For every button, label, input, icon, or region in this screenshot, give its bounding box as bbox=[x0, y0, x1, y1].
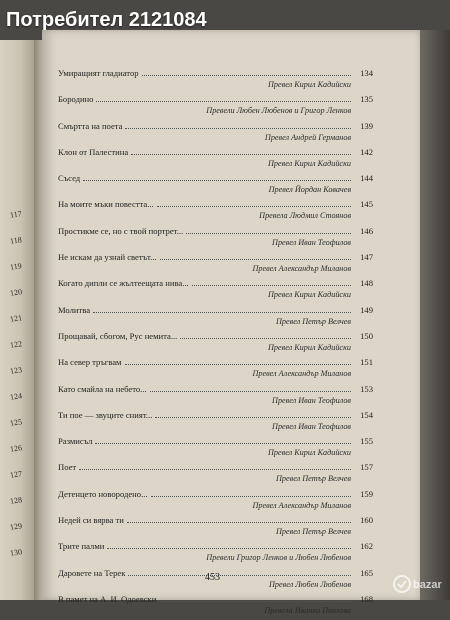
left-page-number: 122 bbox=[9, 339, 23, 350]
left-page-number: 127 bbox=[9, 469, 23, 480]
toc-entry-title: В памет на А. И. Одоевски bbox=[58, 593, 157, 604]
left-page-number: 130 bbox=[9, 547, 23, 558]
toc-entry-row bbox=[58, 331, 373, 342]
toc-entry-row bbox=[58, 121, 373, 132]
toc-leader-dots bbox=[131, 154, 351, 155]
toc-entry-page: 168 bbox=[360, 593, 373, 604]
toc-entry-title: Молитва bbox=[58, 304, 91, 315]
toc-entry bbox=[58, 121, 373, 147]
toc-leader-dots bbox=[93, 312, 351, 313]
toc-entry-row bbox=[58, 94, 373, 105]
toc-entry-title: На север тръгвам bbox=[58, 357, 122, 368]
toc-entry-translator: Превел Иван Теофилов bbox=[272, 395, 351, 405]
toc-entry bbox=[58, 357, 373, 383]
toc-entry-page: 144 bbox=[360, 173, 373, 184]
toc-entry-row bbox=[58, 594, 373, 605]
toc-entry-title: Поет bbox=[58, 462, 77, 473]
toc-entry-translator: Превел Любен Любенов bbox=[269, 579, 351, 589]
left-page-number: 121 bbox=[9, 313, 23, 324]
toc-entry-page: 160 bbox=[360, 515, 373, 526]
toc-entry-page: 134 bbox=[360, 68, 373, 78]
toc-entry-row bbox=[58, 462, 373, 473]
toc-entry-page: 151 bbox=[360, 357, 373, 368]
toc-entry bbox=[58, 94, 373, 120]
left-page-number: 126 bbox=[9, 443, 23, 454]
toc-leader-dots bbox=[95, 443, 351, 444]
left-page-number: 119 bbox=[9, 261, 23, 272]
toc-entry-title: Ти пое — звуците сният... bbox=[58, 409, 153, 420]
toc-leader-dots bbox=[125, 364, 352, 365]
table-of-contents bbox=[58, 68, 373, 620]
watermark-logo bbox=[392, 568, 450, 600]
toc-entry bbox=[58, 541, 373, 567]
toc-entry bbox=[58, 384, 373, 410]
toc-entry-translator: Превел Андрей Германов bbox=[264, 132, 351, 142]
left-page-number: 128 bbox=[9, 495, 23, 506]
toc-entry bbox=[58, 173, 373, 199]
toc-entry-title: Даровете на Терек bbox=[58, 567, 126, 578]
toc-entry-page: 147 bbox=[360, 252, 373, 263]
toc-entry bbox=[58, 252, 373, 278]
toc-leader-dots bbox=[79, 469, 351, 470]
toc-leader-dots bbox=[125, 128, 351, 129]
toc-entry-translator: Превел Кирил Кадийски bbox=[268, 342, 351, 352]
toc-entry bbox=[58, 515, 373, 541]
toc-leader-dots bbox=[107, 548, 351, 549]
left-page-number: 120 bbox=[9, 287, 23, 298]
toc-entry-row bbox=[58, 489, 373, 500]
toc-entry-translator: Превели Любен Любенов и Григор Ленков bbox=[206, 106, 351, 116]
toc-leader-dots bbox=[160, 259, 351, 260]
toc-entry-row bbox=[58, 357, 373, 368]
toc-entry bbox=[58, 489, 373, 515]
user-banner-text: Потребител 2121084 bbox=[6, 8, 207, 31]
toc-entry bbox=[58, 305, 373, 331]
toc-entry bbox=[58, 594, 373, 620]
toc-entry-page: 159 bbox=[360, 488, 373, 499]
toc-leader-dots bbox=[157, 206, 351, 207]
toc-entry-title: Съсед bbox=[58, 173, 81, 184]
toc-leader-dots bbox=[192, 285, 351, 286]
toc-entry-row bbox=[58, 384, 373, 395]
toc-entry-row bbox=[58, 305, 373, 316]
toc-entry-row bbox=[58, 173, 373, 184]
toc-entry-title: Размисъл bbox=[58, 436, 93, 447]
toc-leader-dots bbox=[127, 522, 351, 523]
page-number: 453 bbox=[205, 572, 220, 583]
toc-entry-title: Прощавай, сбогом, Рус немита... bbox=[58, 330, 178, 341]
left-page-number: 129 bbox=[9, 521, 23, 532]
toc-leader-dots bbox=[150, 391, 351, 392]
toc-entry bbox=[58, 147, 373, 173]
toc-leader-dots bbox=[142, 75, 351, 76]
toc-entry-row bbox=[58, 515, 373, 526]
toc-entry bbox=[58, 278, 373, 304]
toc-entry-translator: Превел Кирил Кадийски bbox=[268, 448, 351, 458]
toc-entry-row bbox=[58, 410, 373, 421]
toc-entry-row bbox=[58, 226, 373, 237]
toc-entry-title: Трите палми bbox=[58, 541, 105, 552]
toc-entry-translator: Превел Александър Миланов bbox=[252, 264, 351, 274]
toc-entry-translator: Превел Петър Велчев bbox=[276, 474, 351, 484]
toc-entry-title: Бородино bbox=[58, 94, 94, 105]
toc-entry-page: 157 bbox=[360, 462, 373, 473]
toc-entry-page: 145 bbox=[360, 199, 373, 210]
toc-entry-page: 154 bbox=[360, 409, 373, 420]
toc-leader-dots bbox=[186, 233, 351, 234]
watermark-text: bazar bbox=[413, 579, 442, 591]
toc-entry bbox=[58, 331, 373, 357]
toc-entry-title: Не искам да узнай светът... bbox=[58, 252, 157, 263]
toc-entry-page: 155 bbox=[360, 436, 373, 447]
toc-leader-dots bbox=[83, 180, 351, 181]
left-page-number: 118 bbox=[9, 235, 23, 246]
toc-entry-title: Като смайла на небето... bbox=[58, 383, 147, 394]
toc-leader-dots bbox=[96, 101, 351, 102]
toc-leader-dots bbox=[159, 601, 351, 602]
toc-entry bbox=[58, 462, 373, 488]
book-spine bbox=[34, 40, 42, 600]
toc-leader-dots bbox=[128, 575, 351, 576]
toc-leader-dots bbox=[180, 338, 351, 339]
toc-entry-page: 148 bbox=[360, 278, 373, 289]
toc-entry-row bbox=[58, 252, 373, 263]
toc-entry-translator: Превела Иванка Павлова bbox=[264, 605, 351, 615]
toc-entry-title: На моите мъки повестта... bbox=[58, 199, 154, 210]
toc-entry-page: 149 bbox=[360, 304, 373, 315]
toc-entry-translator: Превел Йордан Ковачев bbox=[268, 185, 351, 195]
toc-entry-page: 139 bbox=[360, 120, 373, 131]
toc-entry-page: 142 bbox=[360, 146, 373, 157]
toc-entry-row bbox=[58, 278, 373, 289]
toc-entry bbox=[58, 410, 373, 436]
left-page-number: 123 bbox=[9, 365, 23, 376]
toc-entry-page: 162 bbox=[360, 541, 373, 552]
toc-entry-translator: Превел Кирил Кадийски bbox=[268, 80, 351, 89]
left-page-number: 117 bbox=[9, 209, 23, 220]
toc-entry-translator: Превел Кирил Кадийски bbox=[268, 290, 351, 300]
toc-entry-title: Когато дипли се жълтеещата нива... bbox=[58, 278, 189, 289]
left-page-edge bbox=[0, 40, 34, 600]
toc-entry-translator: Превел Иван Теофилов bbox=[272, 237, 351, 247]
toc-entry-row bbox=[58, 436, 373, 447]
toc-entry-page: 135 bbox=[360, 94, 373, 105]
left-page-number: 125 bbox=[9, 417, 23, 428]
toc-entry bbox=[58, 436, 373, 462]
toc-entry-translator: Превел Александър Миланов bbox=[252, 500, 351, 510]
toc-leader-dots bbox=[155, 417, 351, 418]
left-page-number: 124 bbox=[9, 391, 23, 402]
toc-entry-title: Детенцето новородено... bbox=[58, 488, 148, 499]
toc-entry-translator: Превела Людмил Стоянов bbox=[259, 211, 351, 221]
toc-entry-page: 146 bbox=[360, 225, 373, 236]
toc-entry-page: 165 bbox=[360, 567, 373, 578]
toc-entry bbox=[58, 199, 373, 225]
toc-entry-title: Умиращият гладиатор bbox=[58, 68, 139, 78]
toc-entry-title: Недей си вярва ти bbox=[58, 515, 124, 526]
toc-entry bbox=[58, 68, 373, 94]
toc-entry bbox=[58, 226, 373, 252]
toc-entry-title: Клон от Палестина bbox=[58, 146, 129, 157]
toc-entry-translator: Превел Александър Миланов bbox=[252, 369, 351, 379]
toc-entry-title: Простикме се, но с твой портрет... bbox=[58, 225, 184, 236]
toc-entry-page: 150 bbox=[360, 330, 373, 341]
toc-entry-translator: Превели Григор Ленков и Любен Любенов bbox=[206, 553, 351, 563]
toc-entry-title: Смъртта на поета bbox=[58, 120, 123, 131]
toc-entry-row bbox=[58, 541, 373, 552]
toc-entry-translator: Превел Петър Велчев bbox=[276, 316, 351, 326]
toc-entry-row bbox=[58, 199, 373, 210]
bazar-logo-icon bbox=[392, 568, 450, 600]
toc-entry-translator: Превел Петър Велчев bbox=[276, 527, 351, 537]
toc-entry-translator: Превел Иван Теофилов bbox=[272, 421, 351, 431]
toc-entry-page: 153 bbox=[360, 383, 373, 394]
toc-entry-row bbox=[58, 68, 373, 79]
toc-entry-translator: Превел Кирил Кадийски bbox=[268, 158, 351, 168]
book-cover-edge bbox=[420, 30, 450, 600]
toc-leader-dots bbox=[151, 496, 351, 497]
toc-entry-row bbox=[58, 147, 373, 158]
